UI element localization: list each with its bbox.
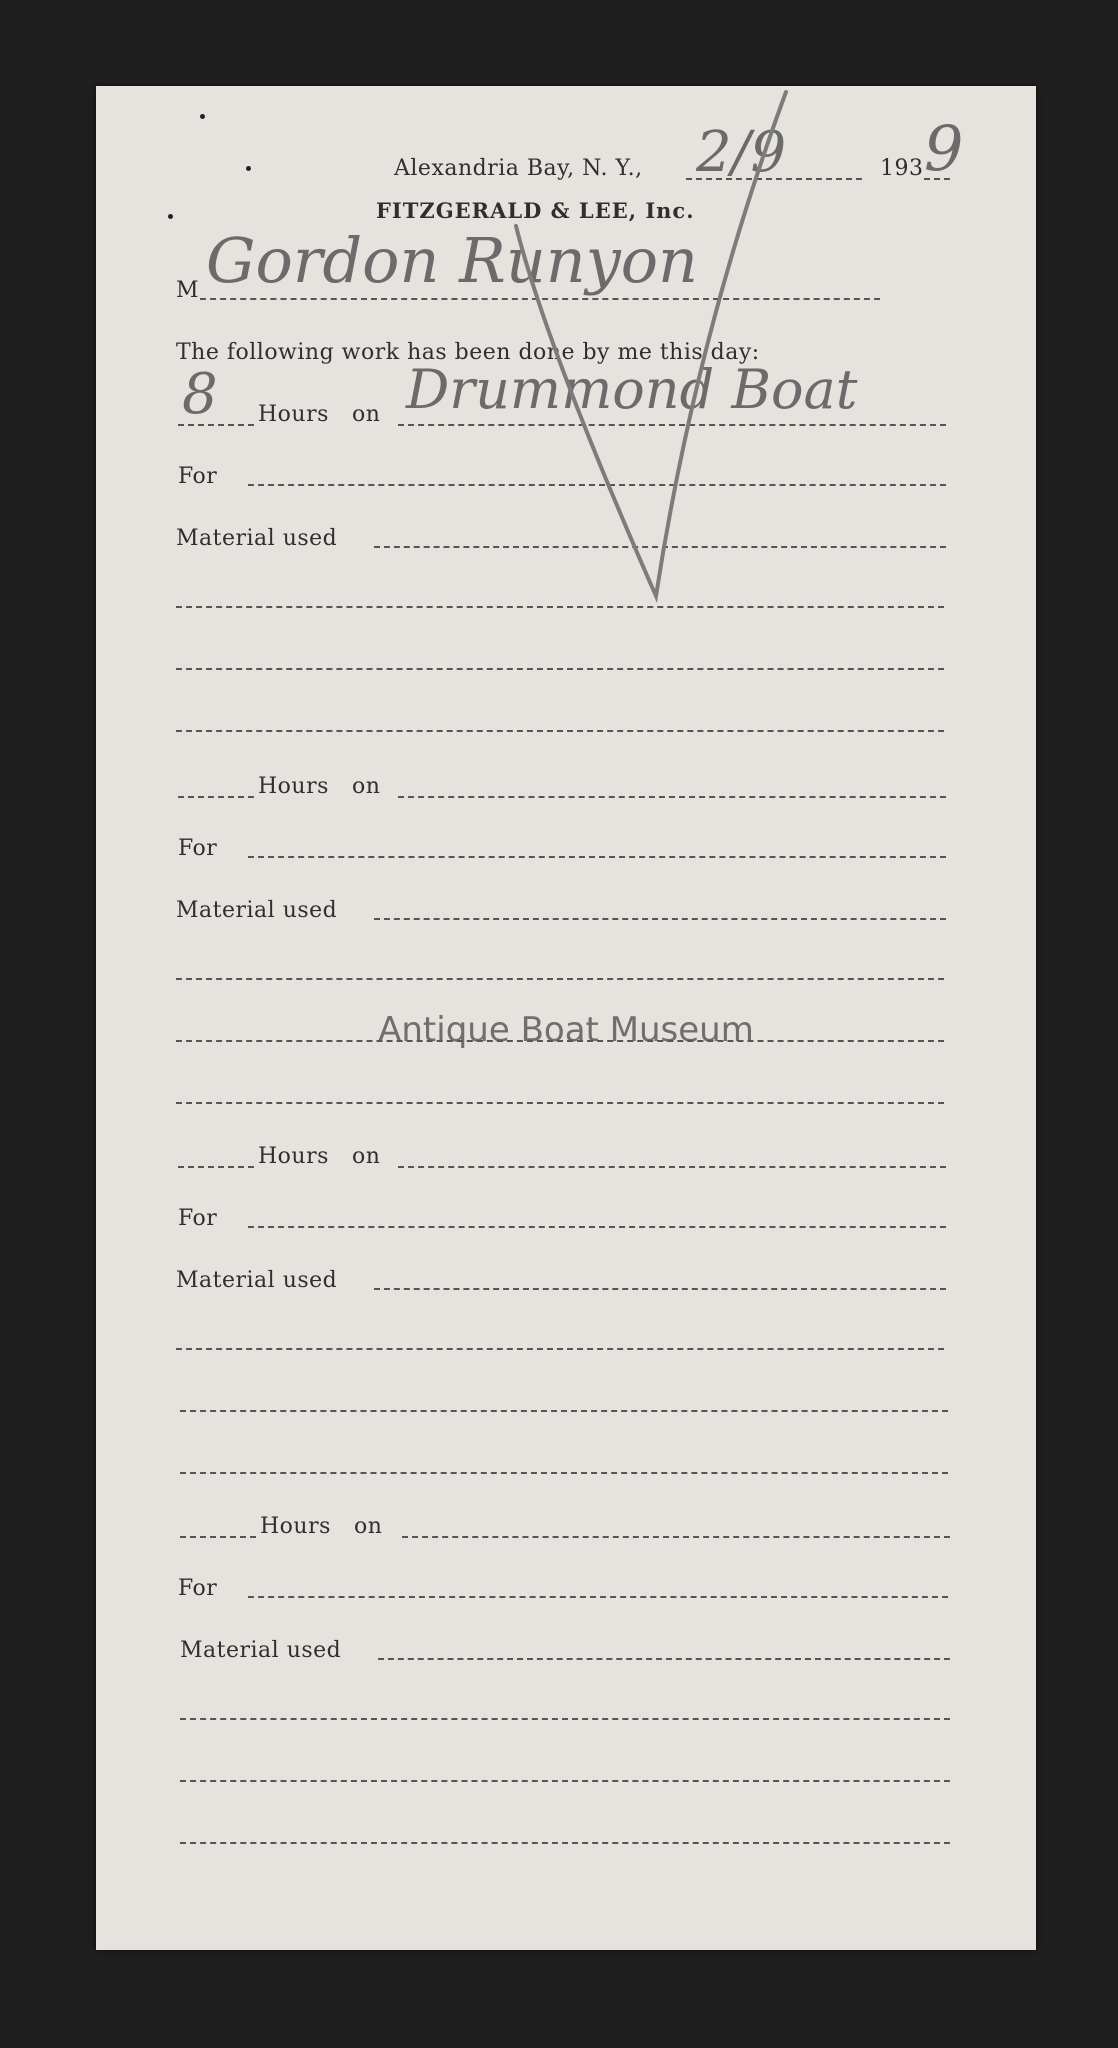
material-line	[374, 1288, 946, 1290]
hours-line	[180, 1536, 256, 1538]
material-label: Material used	[176, 526, 338, 551]
work-on-line	[402, 1536, 950, 1538]
for-line	[248, 856, 946, 858]
handwritten-name: Gordon Runyon	[206, 224, 698, 297]
hours-label: Hours	[258, 1144, 329, 1169]
year-prefix: 193	[880, 156, 924, 181]
for-label: For	[178, 836, 218, 861]
blank-line	[180, 1718, 950, 1720]
material-label: Material used	[176, 1268, 338, 1293]
hours-label: Hours	[258, 402, 329, 427]
company-name: FITZGERALD & LEE, Inc.	[376, 198, 695, 223]
on-label: on	[352, 1144, 381, 1169]
m-label: M	[176, 278, 200, 303]
hours-label: Hours	[258, 774, 329, 799]
handwritten-hours: 8	[182, 362, 218, 427]
material-label: Material used	[176, 898, 338, 923]
blank-line	[176, 978, 944, 980]
for-line	[248, 1596, 948, 1598]
hours-line	[178, 796, 254, 798]
blank-line	[180, 1410, 948, 1412]
for-label: For	[178, 464, 218, 489]
for-label: For	[178, 1206, 218, 1231]
work-on-line	[398, 1166, 946, 1168]
blank-line	[176, 1348, 944, 1350]
handwritten-year-digit: 9	[924, 112, 964, 185]
hours-label: Hours	[260, 1514, 331, 1539]
material-line	[378, 1658, 950, 1660]
material-label: Material used	[180, 1638, 342, 1663]
material-line	[374, 918, 946, 920]
intro-text: The following work has been done by me this day:	[176, 340, 760, 365]
blank-line	[176, 730, 944, 732]
blank-line	[176, 1102, 944, 1104]
blank-line	[180, 1472, 948, 1474]
location-label: Alexandria Bay, N. Y.,	[394, 156, 643, 181]
blank-line	[180, 1780, 950, 1782]
blank-line	[180, 1842, 950, 1844]
on-label: on	[352, 774, 381, 799]
for-label: For	[178, 1576, 218, 1601]
watermark: Antique Boat Museum	[378, 1010, 754, 1050]
on-label: on	[352, 402, 381, 427]
work-record-form	[96, 86, 1036, 1950]
work-on-line	[398, 796, 946, 798]
for-line	[248, 1226, 946, 1228]
check-mark-icon	[96, 86, 1036, 686]
hours-line	[178, 1166, 254, 1168]
handwritten-work-on: Drummond Boat	[406, 358, 858, 421]
handwritten-date: 2/9	[696, 120, 787, 185]
on-label: on	[354, 1514, 383, 1539]
